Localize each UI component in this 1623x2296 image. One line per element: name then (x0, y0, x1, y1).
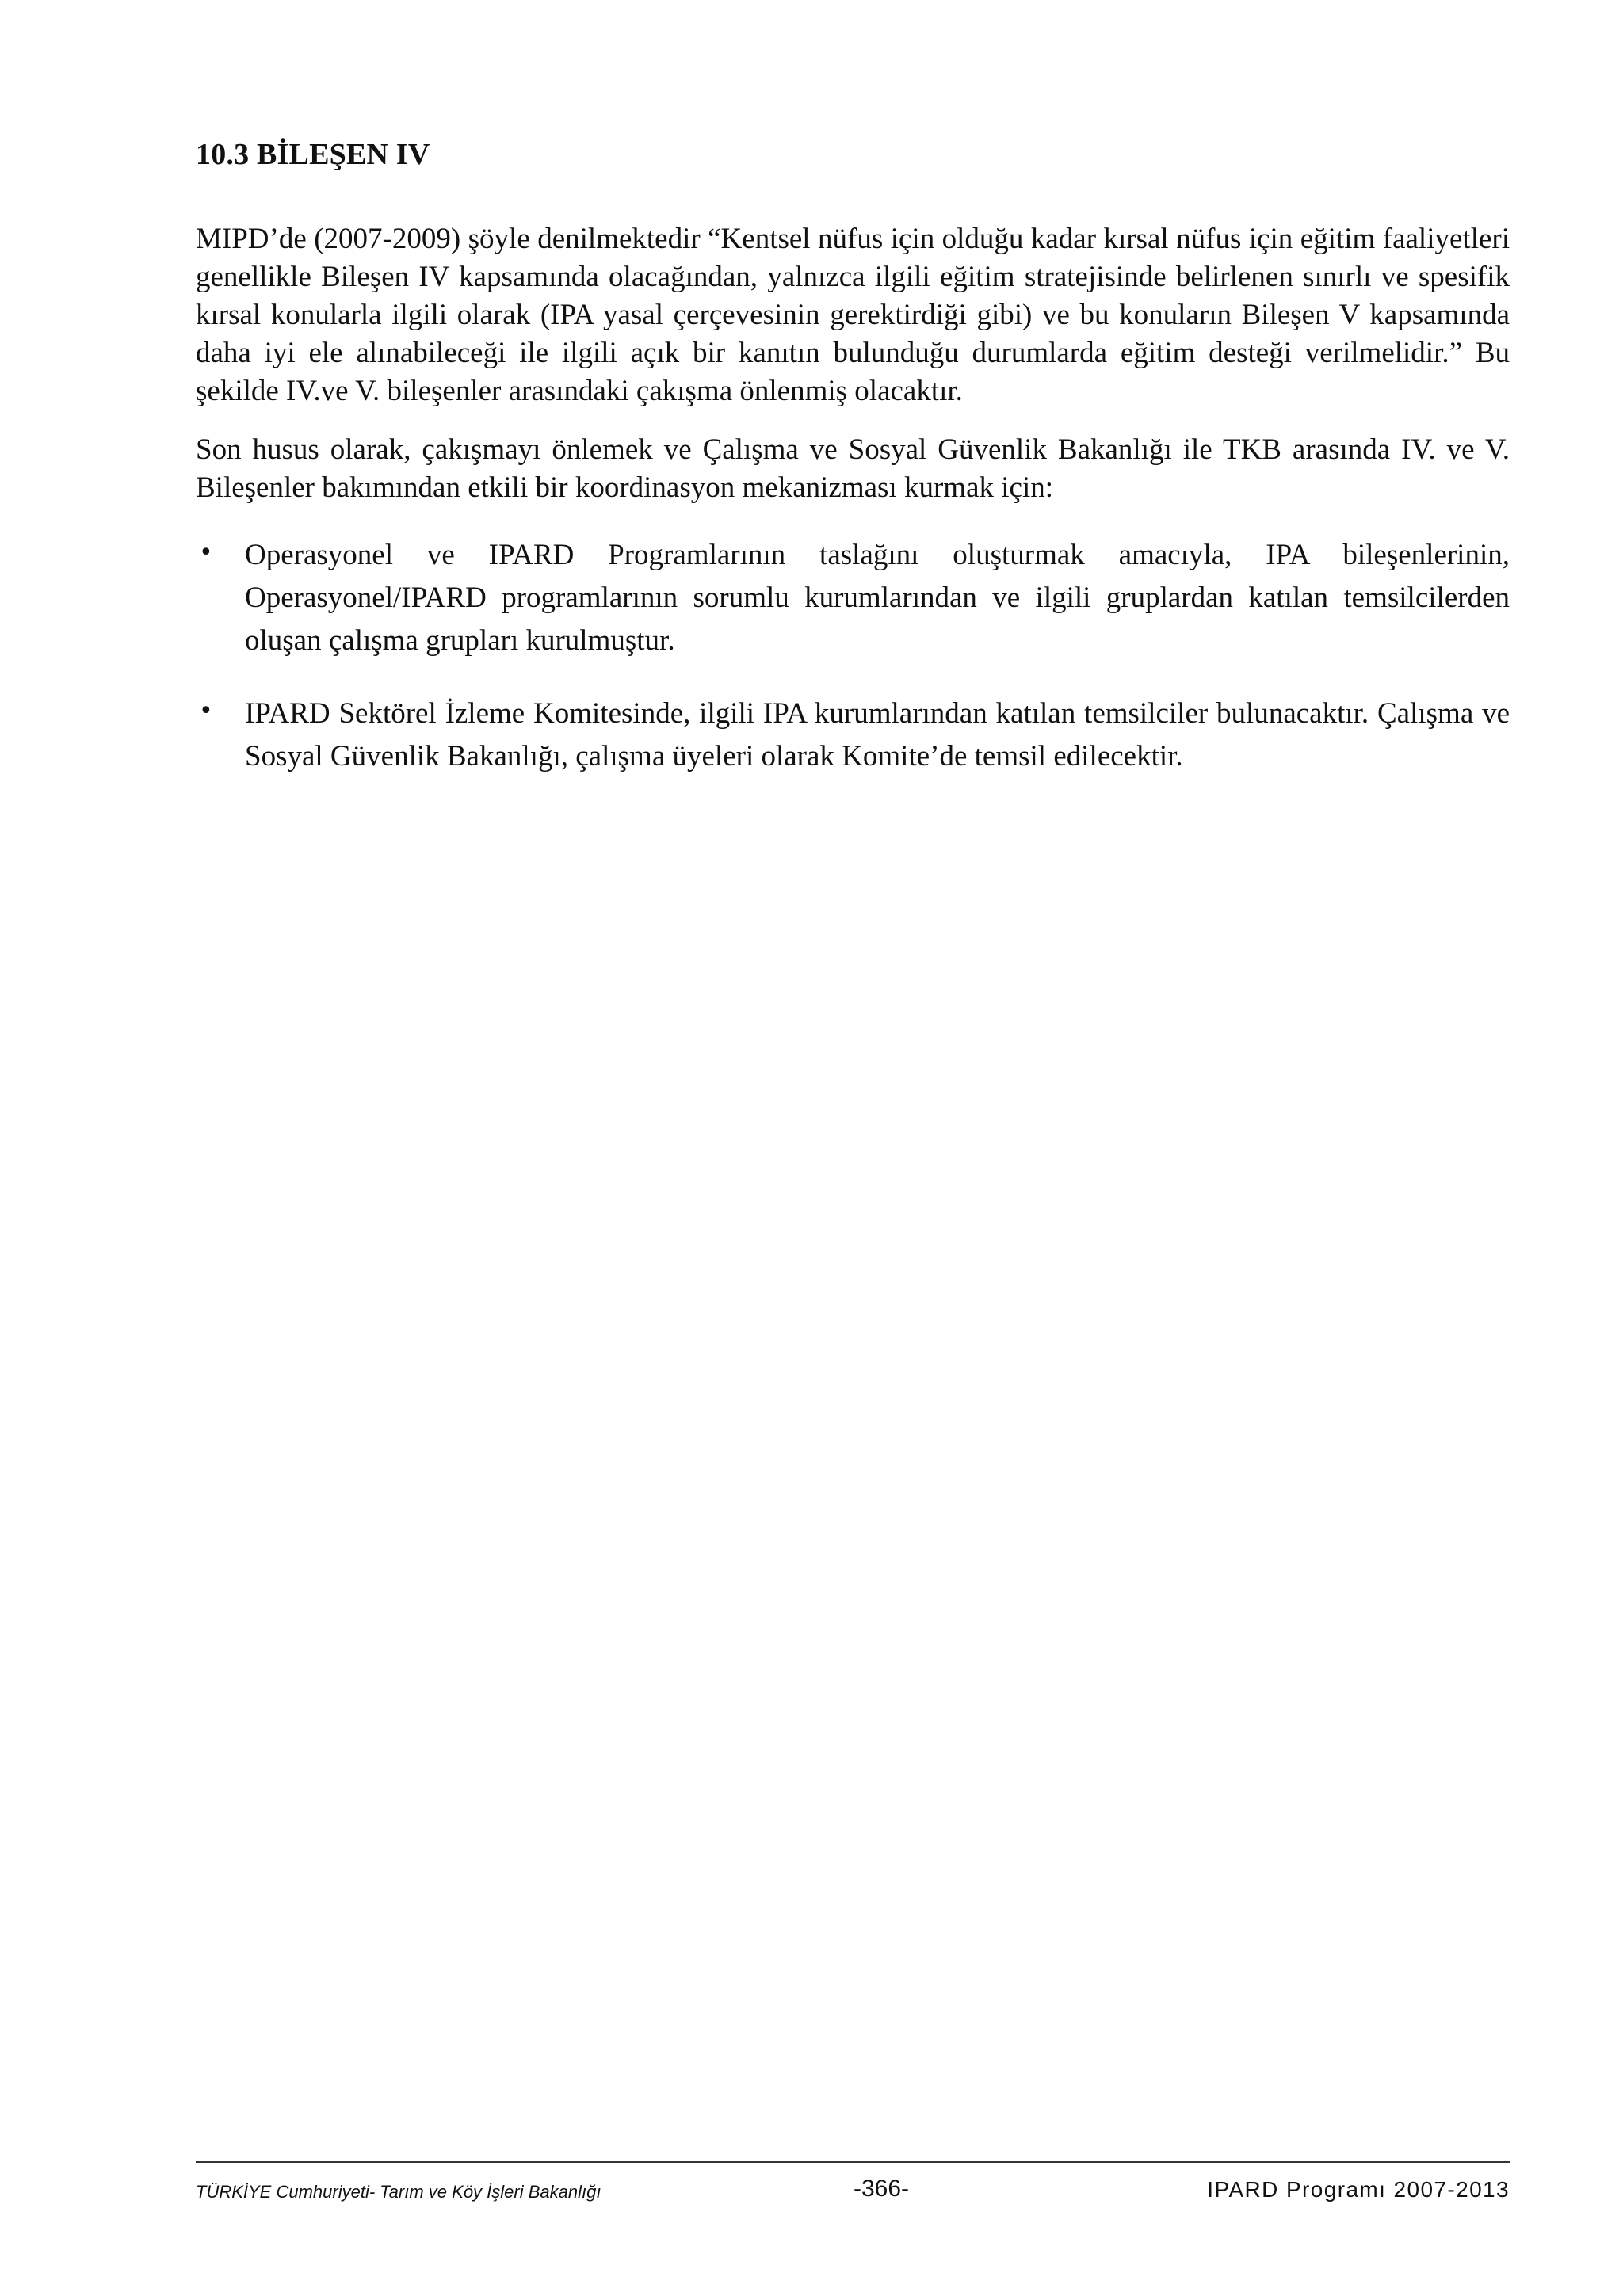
bullet-icon: • (199, 539, 213, 566)
footer-ministry: TÜRKİYE Cumhuriyeti- Tarım ve Köy İşleri Bakanlığı (196, 2182, 601, 2202)
bullet-text: Operasyonel ve IPARD Programlarının taslağını oluşturmak amacıyla, IPA bileşenlerinin, Operasyonel/IPARD programlarının sorumlu kurumlarından ve ilgili gruplardan katılan temsilcilerden oluşan çalışma grupları kurulmuştur. (245, 539, 1510, 657)
page-number: -366- (854, 2176, 910, 2202)
list-item (196, 534, 1510, 662)
footer-divider (196, 2161, 1510, 2163)
footer-program: IPARD Programı 2007-2013 (1207, 2177, 1510, 2202)
bullet-text: IPARD Sektörel İzleme Komitesinde, ilgili IPA kurumlarından katılan temsilciler bulunacaktır. Çalışma ve Sosyal Güvenlik Bakanlığı, çalışma üyeleri olarak Komite’de temsil edilecektir. (245, 697, 1510, 772)
paragraph-intro: MIPD’de (2007-2009) şöyle denilmektedir “Kentsel nüfus için olduğu kadar kırsal nüfus için eğitim faaliyetleri genellikle Bileşen IV kapsamında olacağından, yalnızca ilgili eğitim stratejisinde belirlenen sınırlı ve spesifik kırsal konularla ilgili olarak (IPA yasal çerçevesinin gerektirdiği gibi) ve bu konuların Bileşen V kapsamında daha iyi ele alınabileceği ile ilgili açık bir kanıtın bulunduğu durumlarda eğitim desteği verilmelidir.” Bu şekilde IV.ve V. bileşenler arasındaki çakışma önlenmiş olacaktır. (196, 223, 1510, 407)
main-content (196, 136, 1510, 808)
bullet-list (196, 534, 1510, 778)
paragraph-coordination: Son husus olarak, çakışmayı önlemek ve Çalışma ve Sosyal Güvenlik Bakanlığı ile TKB arasında IV. ve V. Bileşenler bakımından etkili bir koordinasyon mekanizması kurmak için: (196, 433, 1510, 504)
bullet-icon: • (199, 697, 213, 725)
section-heading: 10.3 BİLEŞEN IV (196, 138, 430, 171)
page-footer (196, 2174, 1510, 2206)
list-item (196, 692, 1510, 778)
